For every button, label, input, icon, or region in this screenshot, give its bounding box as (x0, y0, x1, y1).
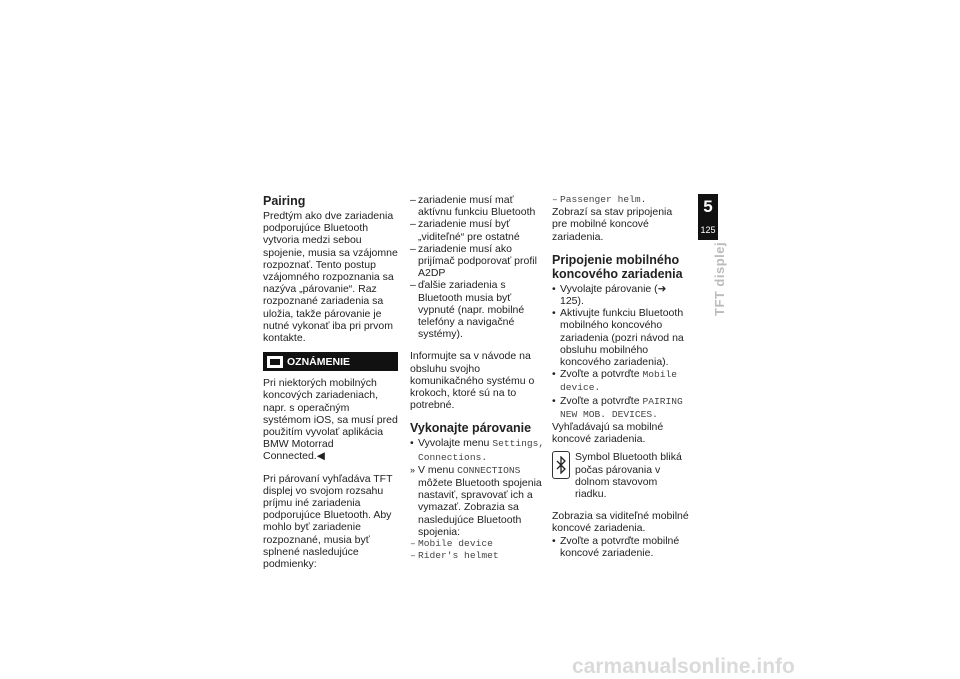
list-item: – zariadenie musí byť „viditeľné“ pre ostatné (410, 218, 546, 242)
heading-perform-pairing: Vykonajte párovanie (410, 421, 532, 436)
list-item: • Aktivujte funkciu Bluetooth mobilného koncového zariadenia (pozri návod na obsluhu mobilného koncového zariadenia). (552, 307, 690, 368)
result-list (410, 464, 546, 538)
notice-box (263, 352, 398, 371)
heading-connect-device: Pripojenie mobilného koncového zariadenia (552, 252, 683, 281)
search-paragraph: Vyhľadávajú sa mobilné koncové zariadenia. (552, 421, 664, 446)
notice-icon (267, 356, 283, 368)
conditions-list (410, 194, 546, 340)
list-item: – zariadenie musí mať aktívnu funkciu Bluetooth (410, 194, 546, 218)
visible-paragraph: Zobrazia sa viditeľné mobilné koncové zariadenia. (552, 510, 689, 535)
bluetooth-icon (552, 451, 570, 479)
page-ref[interactable]: 125 (560, 295, 578, 308)
list-item: • Zvoľte a potvrďte mobilné koncové zariadenie. (552, 535, 690, 559)
list-item: – Mobile device (410, 538, 546, 550)
notice-label: OZNÁMENIE (287, 355, 350, 368)
connections-list-cont (552, 194, 690, 206)
page-ref-arrow-icon: ➜ (657, 282, 667, 295)
chapter-number: 5 (703, 197, 713, 216)
steps-list (410, 437, 546, 463)
list-item: • Zvoľte a potvrďte Mobile device. (552, 368, 690, 394)
list-item: – zariadenie musí ako prijímač podporovať profil A2DP (410, 243, 546, 280)
final-step-list (552, 535, 690, 559)
bluetooth-note (552, 451, 690, 500)
column-3 (552, 194, 690, 559)
list-item: » V menu CONNECTIONS môžete Bluetooth spojenia nastaviť, spravovať ich a vymazať. Zobrazia sa nasledujúce Bluetooth spojenia: (410, 464, 546, 538)
info-paragraph: Informujte sa v návode na obsluhu svojho komunikačného systému o krokoch, ktoré sú na to potrebné. (410, 350, 535, 412)
intro-paragraph: Predtým ako dve zariadenia podporujúce Bluetooth vytvoria medzi sebou spojenie, musia sa vzájomne rozpoznať. Tento postup vzájomného rozpoznania sa nazýva „párovanie“. Raz rozpoznané zariadenia sa uložia, takže párovanie je nutné vykonať iba pri prvom kontakte. (263, 210, 398, 345)
pairing-paragraph: Pri párovaní vyhľadáva TFT displej vo svojom rozsahu príjmu iné zariadenia podporujúce Bluetooth. Aby mohlo byť zariadenie rozpoznané, musia byť splnené nasledujúce podmienky: (263, 472, 393, 571)
column-1 (263, 194, 398, 570)
list-item: • Vyvolajte menu Settings, Connections. (410, 437, 546, 463)
notice-text: Pri niektorých mobilných koncových zariadeniach, napr. s operačným systémom iOS, sa musí pred použitím vyvolať aplikácia BMW Motorrad Connected.◀ (263, 377, 398, 463)
list-item: • Zvoľte a potvrďte PAIRING NEW MOB. DEVICES. (552, 395, 690, 421)
connections-list (410, 538, 546, 562)
connect-steps-list (552, 283, 690, 421)
list-item: – Passenger helm. (552, 194, 690, 206)
column-2 (410, 194, 546, 562)
list-item: • Vyvolajte párovanie (➜ 125). (552, 283, 690, 307)
bluetooth-note-text: Symbol Bluetooth bliká počas párovania v dolnom stavovom riadku. (575, 451, 682, 501)
list-item: – Rider's helmet (410, 550, 546, 562)
chapter-tab (698, 194, 718, 240)
list-item: – ďalšie zariadenia s Bluetooth musia byť vypnuté (napr. mobilné telefóny a navigačné systémy). (410, 279, 546, 340)
heading-pairing: Pairing (263, 194, 306, 208)
watermark: carmanualsonline.info (572, 655, 795, 678)
section-side-label: TFT displej (712, 241, 727, 316)
page-number: 125 (700, 225, 716, 235)
status-paragraph: Zobrazí sa stav pripojenia pre mobilné koncové zariadenia. (552, 206, 673, 243)
